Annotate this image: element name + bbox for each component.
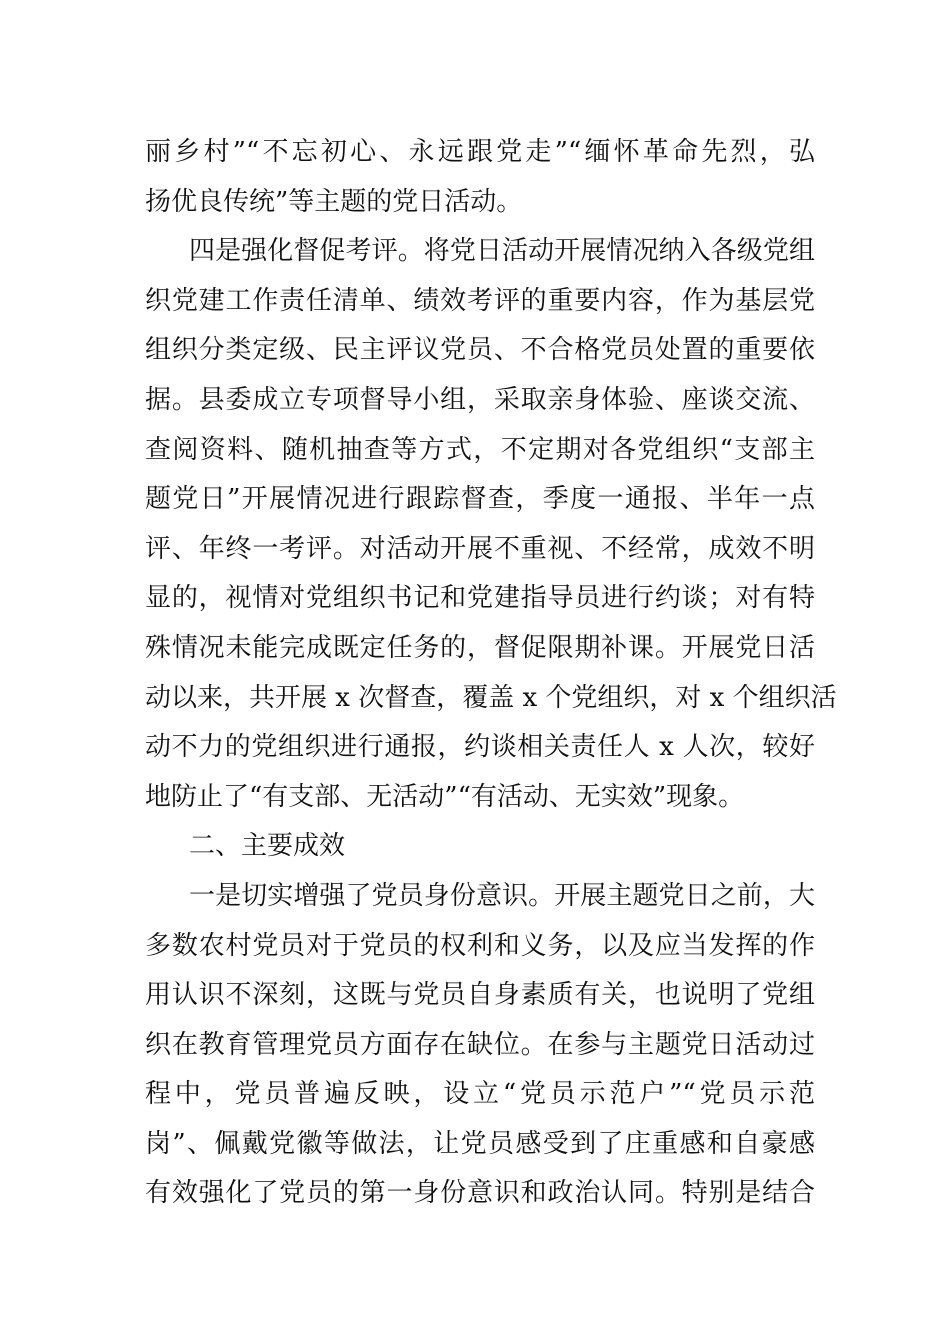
text-line: 殊情况未能完成既定任务的，督促限期补课。开展党日活 — [145, 632, 815, 663]
text-line: 丽乡村”“不忘初心、永远跟党走”“缅怀革命先烈，弘 — [145, 137, 815, 167]
text-line: 查阅资料、随机抽查等方式，不定期对各党组织“支部主 — [145, 434, 815, 465]
text-line: 动以来，共开展 x 次督查，覆盖 x 个党组织，对 x 个组织活 — [145, 682, 837, 713]
text-line: 四是强化督促考评。将党日活动开展情况纳入各级党组 — [189, 236, 815, 267]
text-line: 地防止了“有支部、无活动”“有活动、无实效”现象。 — [145, 781, 745, 812]
text-line: 岗”、佩戴党徽等做法，让党员感受到了庄重感和自豪感 — [145, 1128, 815, 1159]
text-line: 一是切实增强了党员身份意识。开展主题党日之前，大 — [189, 880, 815, 911]
text-line: 扬优良传统”等主题的党日活动。 — [145, 186, 523, 217]
text-line: 题党日”开展情况进行跟踪督查，季度一通报、半年一点 — [145, 484, 815, 515]
text-line: 织党建工作责任清单、绩效考评的重要内容，作为基层党 — [145, 285, 815, 316]
text-line: 有效强化了党员的第一身份意识和政治认同。特别是结合 — [145, 1178, 815, 1209]
text-line: 组织分类定级、民主评议党员、不合格党员处置的重要依 — [145, 335, 815, 366]
text-line: 织在教育管理党员方面存在缺位。在参与主题党日活动过 — [145, 1029, 815, 1060]
text-line: 据。县委成立专项督导小组，采取亲身体验、座谈交流、 — [145, 384, 815, 415]
section-heading: 二、主要成效 — [189, 831, 346, 862]
body-text — [145, 128, 837, 1219]
text-line: 用认识不深刻，这既与党员自身素质有关，也说明了党组 — [145, 980, 815, 1011]
text-line: 多数农村党员对于党员的权利和义务，以及应当发挥的作 — [145, 930, 815, 961]
text-line: 动不力的党组织进行通报，约谈相关责任人 x 人次，较好 — [145, 732, 815, 763]
text-line: 评、年终一考评。对活动开展不重视、不经常，成效不明 — [145, 533, 815, 564]
text-line: 程中，党员普遍反映，设立“党员示范户”“党员示范 — [145, 1079, 815, 1110]
text-line: 显的，视情对党组织书记和党建指导员进行约谈；对有特 — [145, 583, 815, 614]
